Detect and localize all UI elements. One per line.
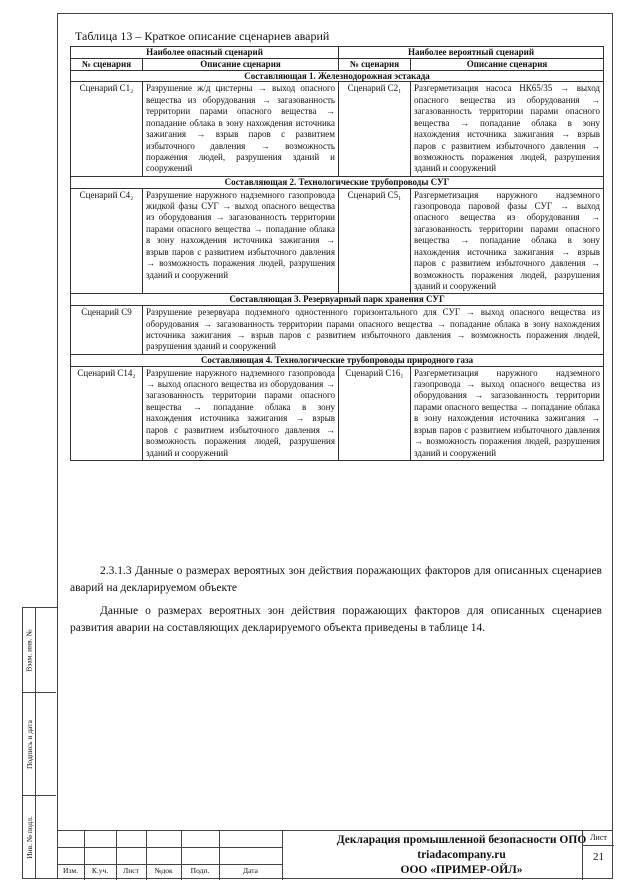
scenario-number: Сценарий С5₁ — [339, 188, 411, 294]
table-caption: Таблица 13 – Краткое описание сценариев аварий — [75, 29, 330, 43]
revision-grid — [57, 831, 282, 880]
section-title: Составляющая 3. Резервуарный парк хранения СУГ — [71, 294, 604, 306]
stamp-col-label: К.уч. — [91, 866, 109, 875]
document-site: triadacompany.ru — [417, 848, 506, 861]
document-title: Декларация промышленной безопасности ОПО — [336, 834, 587, 846]
table-row — [71, 188, 604, 294]
scenario-description: Разгерметизация наружного надземного газопровода → выход опасного вещества из оборудования → загазованность территории парами опасного вещества → попадание облака в зону нахождения источника зажигания → взрыв паров с развитием избыточного давления → возможность поражения людей, разрушения зданий и сооружений — [411, 366, 604, 460]
stamp-col-label: Подп. — [190, 866, 210, 875]
scenario-number: Сценарий С2₁ — [339, 82, 411, 176]
section-row — [71, 354, 604, 366]
side-cell-sign — [23, 693, 56, 796]
col-description: Описание сценария — [143, 58, 339, 70]
side-label-replace: Взам. инв. № — [24, 629, 34, 672]
section-title: Составляющая 1. Железнодорожная эстакада — [71, 70, 604, 82]
scenario-number: Сценарий С9 — [71, 306, 143, 355]
stamp-col-label: Лист — [123, 866, 139, 875]
section-row — [71, 294, 604, 306]
table-subheader-row — [71, 58, 604, 70]
scenario-description: Разрушение наружного надземного газопровода → выход опасного вещества из оборудования → загазованность территории парами опасного вещества → попадание облака в зону нахождения источника зажигания → взрыв паров с развитием избыточного давления → возможность поражения людей, разрушения зданий и сооружений — [143, 366, 339, 460]
section-row — [71, 176, 604, 188]
scenario-description: Разгерметизация наружного надземного газопровода паровой фазы СУГ → выход опасного вещества из оборудования → загазованность территории парами опасного вещества → попадание облака в зону нахождения источника зажигания → взрыв паров с развитием избыточного давления → возможность поражения людей, разрушения зданий и сооружений — [411, 188, 604, 294]
section-title: Составляющая 2. Технологические трубопроводы СУГ — [71, 176, 604, 188]
table-row — [71, 306, 604, 355]
scenario-description: Разрушение резервуара подземного одностенного горизонтального для СУГ → выход опасного вещества из оборудования → загазованность территории парами опасного вещества → попадание облака в зону нахождения источника зажигания → взрыв паров с развитием избыточного давления → возможность поражения людей, разрушения зданий и сооружений — [143, 306, 604, 355]
side-cell-replace — [23, 608, 56, 693]
section-row — [71, 70, 604, 82]
scenario-number: Сценарий С4₂ — [71, 188, 143, 294]
table-row — [71, 366, 604, 460]
document-title-block — [282, 831, 622, 880]
stamp-col-label: Изм. — [63, 866, 78, 875]
section-heading-2313: 2.3.1.3 Данные о размерах вероятных зон действия поражающих факторов для описанных сценариев аварий на декларируемом объекте — [70, 565, 602, 594]
stamp-col-label: Дата — [243, 866, 258, 875]
side-strip — [22, 607, 57, 879]
col-number: № сценария — [71, 58, 143, 70]
scenario-number: Сценарий С14₂ — [71, 366, 143, 460]
header-most-probable: Наиболее вероятный сценарий — [339, 47, 604, 59]
side-label-inv: Инв. № подл. — [24, 815, 34, 859]
sheet-label: Лист — [590, 833, 607, 842]
table-header-row — [71, 47, 604, 59]
title-block-stamp — [57, 830, 613, 880]
document-company: ООО «ПРИМЕР-ОЙЛ» — [400, 863, 523, 876]
header-most-dangerous: Наиболее опасный сценарий — [71, 47, 339, 59]
scenario-description: Разрушение наружного надземного газопровода жидкой фазы СУГ → выход опасного вещества из оборудования → загазованность территории парами опасного вещества → попадание облака в зону нахождения источника зажигания → взрыв паров с развитием избыточного давления → возможность поражения людей, разрушения зданий и сооружений — [143, 188, 339, 294]
scenario-number: Сценарий С16₁ — [339, 366, 411, 460]
sheet-box — [582, 831, 614, 880]
table-row — [71, 82, 604, 176]
col-number: № сценария — [339, 58, 411, 70]
scenario-description: Разгерметизация насоса НК65/35 → выход опасного вещества из оборудования → загазованность территории парами опасного вещества → попадание облака в зону нахождения источника зажигания → взрыв паров с развитием избыточного давления → возможность поражения людей, разрушения зданий и сооружений — [411, 82, 604, 176]
scenario-table — [70, 46, 604, 461]
scenario-number: Сценарий С1₂ — [71, 82, 143, 176]
side-cell-inv — [23, 796, 56, 878]
sheet-number: 21 — [593, 851, 604, 863]
side-label-sign: Подпись и дата — [24, 720, 34, 769]
stamp-col-label: №док — [154, 866, 173, 875]
section-title: Составляющая 4. Технологические трубопроводы природного газа — [71, 354, 604, 366]
col-description: Описание сценария — [411, 58, 604, 70]
body-paragraph: Данные о размерах вероятных зон действия поражающих факторов для описанных сценариев развития аварии на составляющих декларируемого объекта приведены в таблице 14. — [70, 605, 602, 634]
scenario-description: Разрушение ж/д цистерны → выход опасного вещества из оборудования → загазованность территории парами опасного вещества → попадание облака в зону нахождения источника зажигания → взрыв паров с развитием избыточного давления → возможность поражения людей, разрушения зданий и сооружений — [143, 82, 339, 176]
